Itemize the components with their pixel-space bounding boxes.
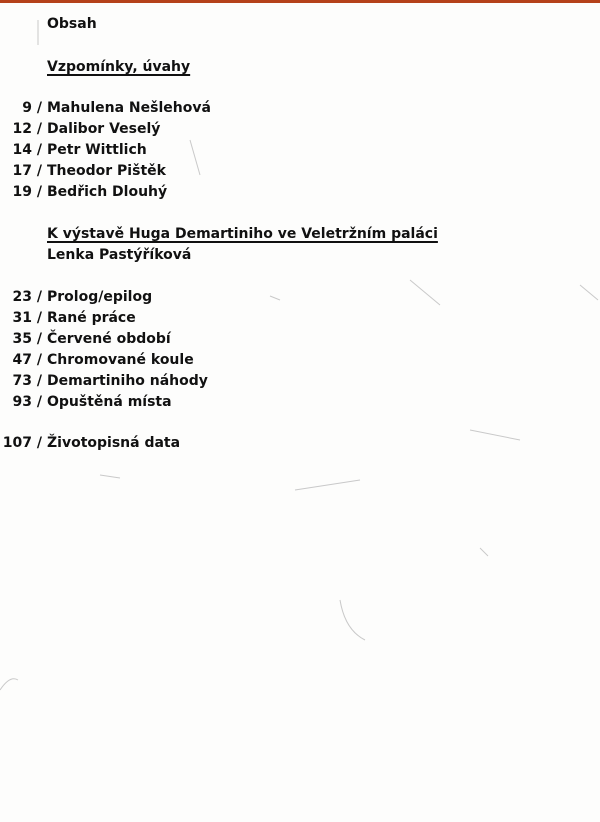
toc-entry-name: Dalibor Veselý (47, 121, 161, 137)
toc-entry-name: Červené období (47, 331, 171, 347)
toc-entry (0, 433, 600, 454)
section-heading-memories: Vzpomínky, úvahy (47, 59, 191, 75)
section-author-row (0, 245, 600, 266)
toc-entry-name: Demartiniho náhody (47, 373, 208, 389)
toc-entry-page: 107 / (2, 435, 42, 451)
toc-entry-page: 9 / (22, 100, 42, 116)
section-heading-exhibition: K výstavě Huga Demartiniho ve Veletržním paláci (47, 226, 438, 242)
toc-entry-page: 17 / (12, 163, 42, 179)
toc-entry-page: 12 / (12, 121, 42, 137)
toc-title-row (0, 14, 600, 35)
toc-entry-page: 14 / (12, 142, 42, 158)
toc-entry-name: Petr Wittlich (47, 142, 147, 158)
toc-entry-name: Bedřich Dlouhý (47, 184, 168, 200)
toc-entry (0, 329, 600, 350)
toc-title: Obsah (47, 16, 97, 32)
toc-entry-page: 93 / (12, 394, 42, 410)
toc-entry-page: 31 / (12, 310, 42, 326)
toc-entry-page: 35 / (12, 331, 42, 347)
toc-entry-name: Opuštěná místa (47, 394, 172, 410)
toc-entry-page: 73 / (12, 373, 42, 389)
section-heading-row (0, 224, 600, 245)
toc-entry (0, 182, 600, 203)
toc-entry (0, 371, 600, 392)
toc-entry (0, 98, 600, 119)
toc-entry-name: Životopisná data (47, 435, 181, 451)
toc-entry-name: Theodor Pištěk (47, 163, 166, 179)
toc-entry-name: Mahulena Nešlehová (47, 100, 211, 116)
toc-entry (0, 350, 600, 371)
toc-entry-page: 23 / (12, 289, 42, 305)
toc-entry-page: 47 / (12, 352, 42, 368)
toc-entry (0, 308, 600, 329)
toc-entry (0, 392, 600, 413)
toc-entry (0, 287, 600, 308)
toc-entry (0, 161, 600, 182)
toc-entry-name: Rané práce (47, 310, 136, 326)
section-author: Lenka Pastýříková (47, 247, 192, 263)
toc-entry (0, 119, 600, 140)
toc-entry (0, 140, 600, 161)
toc-entry-page: 19 / (12, 184, 42, 200)
toc-entry-name: Chromované koule (47, 352, 194, 368)
toc-entry-name: Prolog/epilog (47, 289, 153, 305)
section-heading-row (0, 57, 600, 78)
